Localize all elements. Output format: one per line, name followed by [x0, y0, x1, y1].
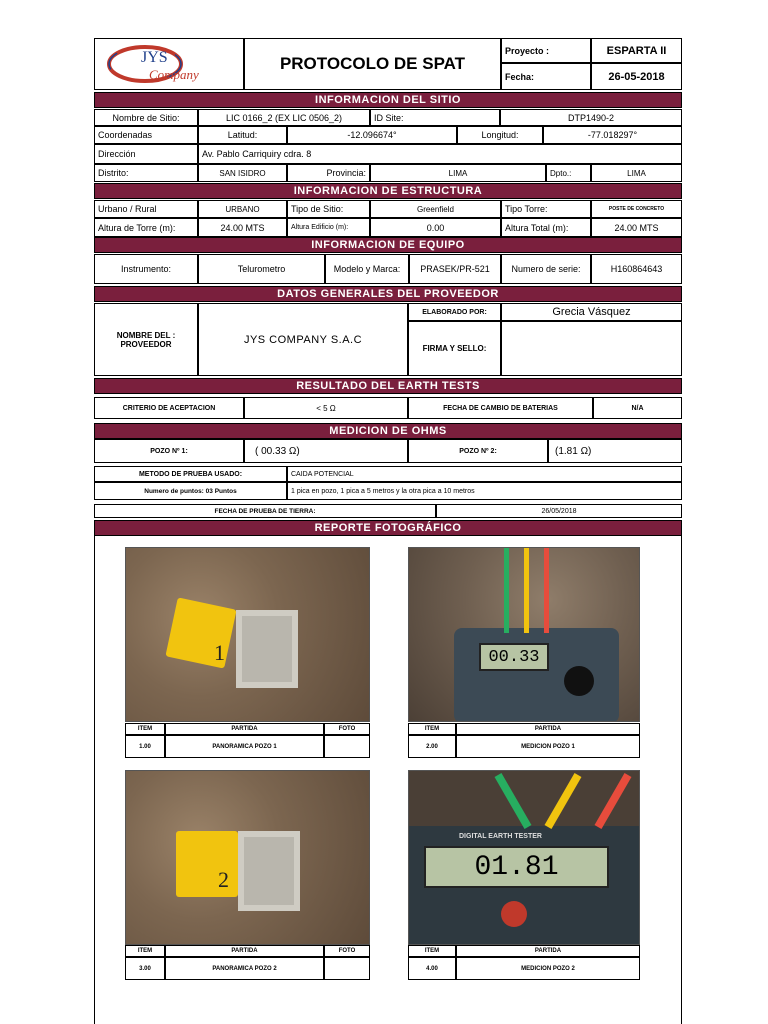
instrumento-value: Telurometro [198, 254, 325, 284]
table-header-partida-3: PARTIDA [165, 945, 324, 957]
modelo-label: Modelo y Marca: [325, 254, 409, 284]
photo-panoramica-pozo-2 [125, 770, 370, 945]
elaborado-value: Grecia Vásquez [501, 303, 682, 321]
table-row-partida-3: PANORAMICA POZO 2 [165, 957, 324, 980]
criterio-label: CRITERIO DE ACEPTACION [94, 397, 244, 419]
distrito-label: Distrito: [94, 164, 198, 182]
table-header-item-1: ITEM [125, 723, 165, 735]
concrete-box [236, 610, 298, 688]
table-header-foto-1: FOTO [324, 723, 370, 735]
criterio-value: < 5 Ω [244, 397, 408, 419]
dpto-value: LIMA [591, 164, 682, 182]
altura-torre-label: Altura de Torre (m): [94, 218, 198, 237]
altura-total-label: Altura Total (m): [501, 218, 591, 237]
nombre-proveedor-label: NOMBRE DEL : PROVEEDOR [94, 303, 198, 376]
latitud-value: -12.096674° [287, 126, 457, 144]
fecha-value: 26-05-2018 [591, 63, 682, 90]
altura-edificio-value: 0.00 [370, 218, 501, 237]
direccion-label: Dirección [94, 144, 198, 164]
table-header-item-4: ITEM [408, 945, 456, 957]
test-button [501, 901, 527, 927]
longitud-label: Longitud: [457, 126, 543, 144]
provincia-label: Provincia: [287, 164, 370, 182]
table-row-partida-2: MEDICION POZO 1 [456, 735, 640, 758]
cable-red [544, 548, 549, 633]
instrumento-label: Instrumento: [94, 254, 198, 284]
photo-medicion-pozo-2 [408, 770, 640, 945]
table-header-partida-2: PARTIDA [456, 723, 640, 735]
nombre-proveedor-value: JYS COMPANY S.A.C [198, 303, 408, 376]
fecha-label: Fecha: [501, 63, 591, 90]
section-datos-proveedor: DATOS GENERALES DEL PROVEEDOR [94, 286, 682, 302]
table-row-partida-4: MEDICION POZO 2 [456, 957, 640, 980]
coordenadas-label: Coordenadas [94, 126, 198, 144]
cable-yellow [545, 773, 582, 829]
fecha-prueba-value: 26/05/2018 [436, 504, 682, 518]
logo-box [94, 38, 244, 90]
tester-display: 01.81 [424, 846, 609, 888]
proyecto-label: Proyecto : [501, 38, 591, 63]
section-reporte-fotografico: REPORTE FOTOGRÁFICO [94, 520, 682, 536]
proyecto-value: ESPARTA II [591, 38, 682, 63]
pozo1-value: ( 00.33 Ω) [244, 439, 408, 463]
yellow-lid [165, 597, 236, 668]
table-row-item-1: 1.00 [125, 735, 165, 758]
table-row-item-2: 2.00 [408, 735, 456, 758]
altura-edificio-label: Altura Edificio (m): [287, 218, 370, 237]
provincia-value: LIMA [370, 164, 546, 182]
tipo-torre-value: POSTE DE CONCRETO [591, 200, 682, 218]
table-header-foto-3: FOTO [324, 945, 370, 957]
logo-text-company: Company [149, 67, 199, 82]
document-title: PROTOCOLO DE SPAT [244, 38, 501, 90]
table-header-item-2: ITEM [408, 723, 456, 735]
elaborado-label: ELABORADO POR: [408, 303, 501, 321]
id-site-label: ID Site: [370, 109, 500, 126]
serie-label: Numero de serie: [501, 254, 591, 284]
altura-torre-value: 24.00 MTS [198, 218, 287, 237]
metodo-value: CAIDA POTENCIAL [287, 466, 682, 482]
section-informacion-estructura: INFORMACION DE ESTRUCTURA [94, 183, 682, 199]
pozo1-label: POZO Nº 1: [94, 439, 244, 463]
tipo-sitio-value: Greenfield [370, 200, 501, 218]
table-row-item-4: 4.00 [408, 957, 456, 980]
table-header-item-3: ITEM [125, 945, 165, 957]
table-row-foto-1 [324, 735, 370, 758]
nombre-sitio-value: LIC 0166_2 (EX LIC 0506_2) [198, 109, 370, 126]
tipo-torre-label: Tipo Torre: [501, 200, 591, 218]
device-brand-label: DIGITAL EARTH TESTER [459, 833, 542, 840]
section-informacion-sitio: INFORMACION DEL SITIO [94, 92, 682, 108]
dpto-label: Dpto.: [546, 164, 591, 182]
photo-medicion-pozo-1 [408, 547, 640, 722]
puntos-label: Numero de puntos: 03 Puntos [94, 482, 287, 500]
urbano-label: Urbano / Rural [94, 200, 198, 218]
pozo-number-mark: 1 [214, 640, 225, 665]
rotary-knob [564, 666, 594, 696]
section-informacion-equipo: INFORMACION DE EQUIPO [94, 237, 682, 253]
cable-green [495, 773, 532, 829]
modelo-value: PRASEK/PR-521 [409, 254, 501, 284]
table-header-partida-4: PARTIDA [456, 945, 640, 957]
section-medicion-ohms: MEDICION DE OHMS [94, 423, 682, 439]
firma-field[interactable] [501, 321, 682, 376]
pozo2-label: POZO Nº 2: [408, 439, 548, 463]
nombre-sitio-label: Nombre de Sitio: [94, 109, 198, 126]
direccion-value: Av. Pablo Carriquiry cdra. 8 [198, 144, 682, 164]
urbano-value: URBANO [198, 200, 287, 218]
tipo-sitio-label: Tipo de Sitio: [287, 200, 370, 218]
id-site-value: DTP1490-2 [500, 109, 682, 126]
table-header-partida-1: PARTIDA [165, 723, 324, 735]
metodo-label: METODO DE PRUEBA USADO: [94, 466, 287, 482]
fecha-prueba-label: FECHA DE PRUEBA DE TIERRA: [94, 504, 436, 518]
table-row-item-3: 3.00 [125, 957, 165, 980]
cable-green [504, 548, 509, 633]
cable-red [595, 773, 632, 829]
table-row-partida-1: PANORAMICA POZO 1 [165, 735, 324, 758]
puntos-value: 1 pica en pozo, 1 pica a 5 metros y la otra pica a 10 metros [287, 482, 682, 500]
fecha-baterias-value: N/A [593, 397, 682, 419]
tester-display: 00.33 [479, 643, 549, 671]
concrete-box [238, 831, 300, 911]
pozo2-value: (1.81 Ω) [548, 439, 682, 463]
distrito-value: SAN ISIDRO [198, 164, 287, 182]
table-row-foto-3 [324, 957, 370, 980]
serie-value: H160864643 [591, 254, 682, 284]
fecha-baterias-label: FECHA DE CAMBIO DE BATERIAS [408, 397, 593, 419]
latitud-label: Latitud: [198, 126, 287, 144]
pozo-number-mark: 2 [218, 867, 229, 892]
firma-label: FIRMA Y SELLO: [408, 321, 501, 376]
section-resultado-earth-tests: RESULTADO DEL EARTH TESTS [94, 378, 682, 394]
photo-panoramica-pozo-1 [125, 547, 370, 722]
altura-total-value: 24.00 MTS [591, 218, 682, 237]
logo-text-jys: JYS [141, 49, 168, 66]
cable-yellow [524, 548, 529, 633]
longitud-value: -77.018297° [543, 126, 682, 144]
